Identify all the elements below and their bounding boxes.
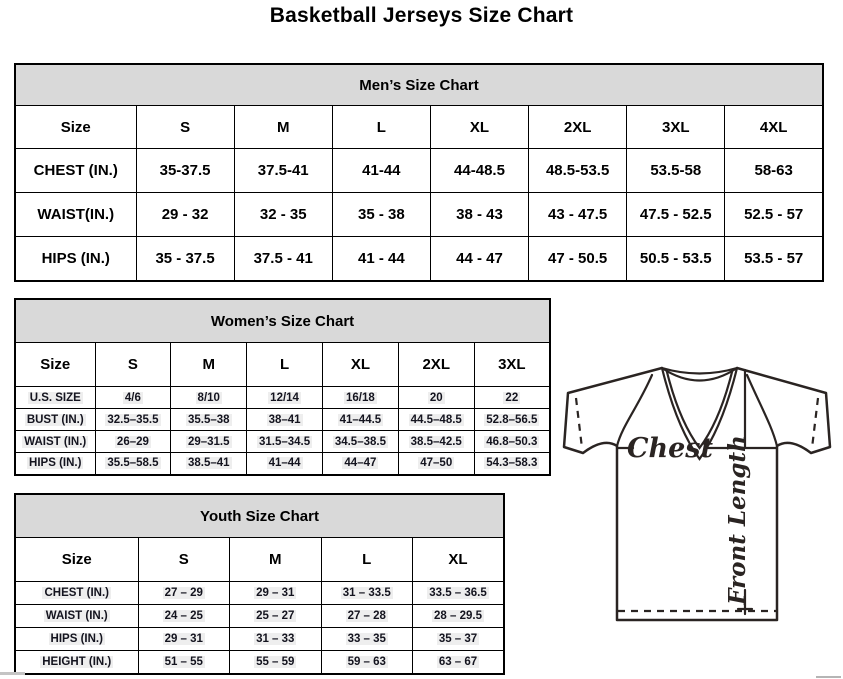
cell: 47–50 <box>398 453 474 475</box>
front-length-label: Front Length <box>724 435 751 605</box>
cell: 12/14 <box>247 387 323 409</box>
cell: 44-48.5 <box>430 149 528 193</box>
row-label: WAIST(IN.) <box>15 193 136 237</box>
cell: 29 – 31 <box>138 628 230 651</box>
cell: 4/6 <box>95 387 171 409</box>
chest-label: Chest <box>627 433 713 464</box>
cell: 37.5 - 41 <box>234 237 332 281</box>
row-label: U.S. SIZE <box>15 387 95 409</box>
mens-size-chart <box>14 63 824 282</box>
cell: 32.5–35.5 <box>95 409 171 431</box>
womens-column-row <box>15 343 550 387</box>
cell: 16/18 <box>322 387 398 409</box>
mens-col-xl: XL <box>430 106 528 149</box>
row-label: CHEST (IN.) <box>15 149 136 193</box>
cell: 41-44 <box>332 149 430 193</box>
cell: 50.5 - 53.5 <box>627 237 725 281</box>
cell: 27 – 29 <box>138 582 230 605</box>
cell: 33.5 – 36.5 <box>413 582 505 605</box>
cell: 59 – 63 <box>321 651 413 674</box>
bottom-right-fragment <box>816 676 841 678</box>
cell: 8/10 <box>171 387 247 409</box>
cell: 48.5-53.5 <box>529 149 627 193</box>
sleeve-trim-dashed-icon <box>576 398 582 448</box>
cell: 63 – 67 <box>413 651 505 674</box>
cell: 20 <box>398 387 474 409</box>
collar-icon <box>662 368 737 374</box>
youth-column-row <box>15 538 504 582</box>
cell: 22 <box>474 387 550 409</box>
cell: 35-37.5 <box>136 149 234 193</box>
cell: 38–41 <box>247 409 323 431</box>
mens-col-2xl: 2XL <box>529 106 627 149</box>
cell: 25 – 27 <box>230 605 322 628</box>
cell: 24 – 25 <box>138 605 230 628</box>
youth-row-chest <box>15 582 504 605</box>
row-label: HEIGHT (IN.) <box>15 651 138 674</box>
row-label: HIPS (IN.) <box>15 453 95 475</box>
mens-row-waist <box>15 193 823 237</box>
cell: 33 – 35 <box>321 628 413 651</box>
armhole-seam-icon <box>747 375 777 446</box>
row-label: HIPS (IN.) <box>15 628 138 651</box>
row-label: WAIST (IN.) <box>15 431 95 453</box>
jersey-outline-icon <box>564 368 830 620</box>
womens-col-m: M <box>171 343 247 387</box>
cell: 31 – 33 <box>230 628 322 651</box>
cell: 35 – 37 <box>413 628 505 651</box>
cell: 47 - 50.5 <box>529 237 627 281</box>
cell: 58-63 <box>725 149 823 193</box>
cell: 46.8–50.3 <box>474 431 550 453</box>
youth-row-waist <box>15 605 504 628</box>
cell: 31 – 33.5 <box>321 582 413 605</box>
bottom-left-fragment <box>0 672 25 675</box>
mens-col-size: Size <box>15 106 136 149</box>
youth-col-l: L <box>321 538 413 582</box>
youth-row-height <box>15 651 504 674</box>
cell: 29–31.5 <box>171 431 247 453</box>
cell: 55 – 59 <box>230 651 322 674</box>
row-label: BUST (IN.) <box>15 409 95 431</box>
womens-row-waist <box>15 431 550 453</box>
cell: 31.5–34.5 <box>247 431 323 453</box>
sleeve-trim-dashed-icon <box>812 398 818 448</box>
cell: 52.5 - 57 <box>725 193 823 237</box>
cell: 26–29 <box>95 431 171 453</box>
cell: 35.5–58.5 <box>95 453 171 475</box>
cell: 37.5-41 <box>234 149 332 193</box>
womens-chart-title: Women’s Size Chart <box>15 299 550 343</box>
womens-col-3xl: 3XL <box>474 343 550 387</box>
cell: 35 - 38 <box>332 193 430 237</box>
womens-col-2xl: 2XL <box>398 343 474 387</box>
youth-col-size: Size <box>15 538 138 582</box>
cell: 29 - 32 <box>136 193 234 237</box>
cell: 41–44.5 <box>322 409 398 431</box>
youth-row-hips <box>15 628 504 651</box>
cell: 35 - 37.5 <box>136 237 234 281</box>
womens-row-hips <box>15 453 550 475</box>
mens-col-l: L <box>332 106 430 149</box>
mens-col-4xl: 4XL <box>725 106 823 149</box>
cell: 29 – 31 <box>230 582 322 605</box>
cell: 51 – 55 <box>138 651 230 674</box>
womens-col-s: S <box>95 343 171 387</box>
womens-row-bust <box>15 409 550 431</box>
row-label: HIPS (IN.) <box>15 237 136 281</box>
youth-col-xl: XL <box>413 538 505 582</box>
cell: 53.5-58 <box>627 149 725 193</box>
cell: 32 - 35 <box>234 193 332 237</box>
youth-chart-title: Youth Size Chart <box>15 494 504 538</box>
youth-col-m: M <box>230 538 322 582</box>
cell: 38 - 43 <box>430 193 528 237</box>
cell: 27 – 28 <box>321 605 413 628</box>
cell: 44.5–48.5 <box>398 409 474 431</box>
cell: 38.5–42.5 <box>398 431 474 453</box>
cell: 44 - 47 <box>430 237 528 281</box>
youth-chart-header <box>15 494 504 538</box>
row-label: CHEST (IN.) <box>15 582 138 605</box>
womens-col-l: L <box>247 343 323 387</box>
mens-row-hips <box>15 237 823 281</box>
mens-chart-title: Men’s Size Chart <box>15 64 823 106</box>
cell: 41 - 44 <box>332 237 430 281</box>
youth-size-chart <box>14 493 505 675</box>
womens-size-chart <box>14 298 551 476</box>
mens-col-m: M <box>234 106 332 149</box>
page-title: Basketball Jerseys Size Chart <box>269 4 574 27</box>
mens-col-3xl: 3XL <box>627 106 725 149</box>
cell: 35.5–38 <box>171 409 247 431</box>
womens-col-size: Size <box>15 343 95 387</box>
row-label: WAIST (IN.) <box>15 605 138 628</box>
cell: 41–44 <box>247 453 323 475</box>
cell: 38.5–41 <box>171 453 247 475</box>
cell: 28 – 29.5 <box>413 605 505 628</box>
cell: 52.8–56.5 <box>474 409 550 431</box>
cell: 53.5 - 57 <box>725 237 823 281</box>
jersey-measurement-diagram <box>556 362 842 626</box>
mens-col-s: S <box>136 106 234 149</box>
mens-column-row <box>15 106 823 149</box>
cell: 47.5 - 52.5 <box>627 193 725 237</box>
cell: 44–47 <box>322 453 398 475</box>
cell: 34.5–38.5 <box>322 431 398 453</box>
womens-chart-header <box>15 299 550 343</box>
youth-col-s: S <box>138 538 230 582</box>
mens-row-chest <box>15 149 823 193</box>
cell: 43 - 47.5 <box>529 193 627 237</box>
womens-row-us-size <box>15 387 550 409</box>
womens-col-xl: XL <box>322 343 398 387</box>
mens-chart-header <box>15 64 823 106</box>
cell: 54.3–58.3 <box>474 453 550 475</box>
